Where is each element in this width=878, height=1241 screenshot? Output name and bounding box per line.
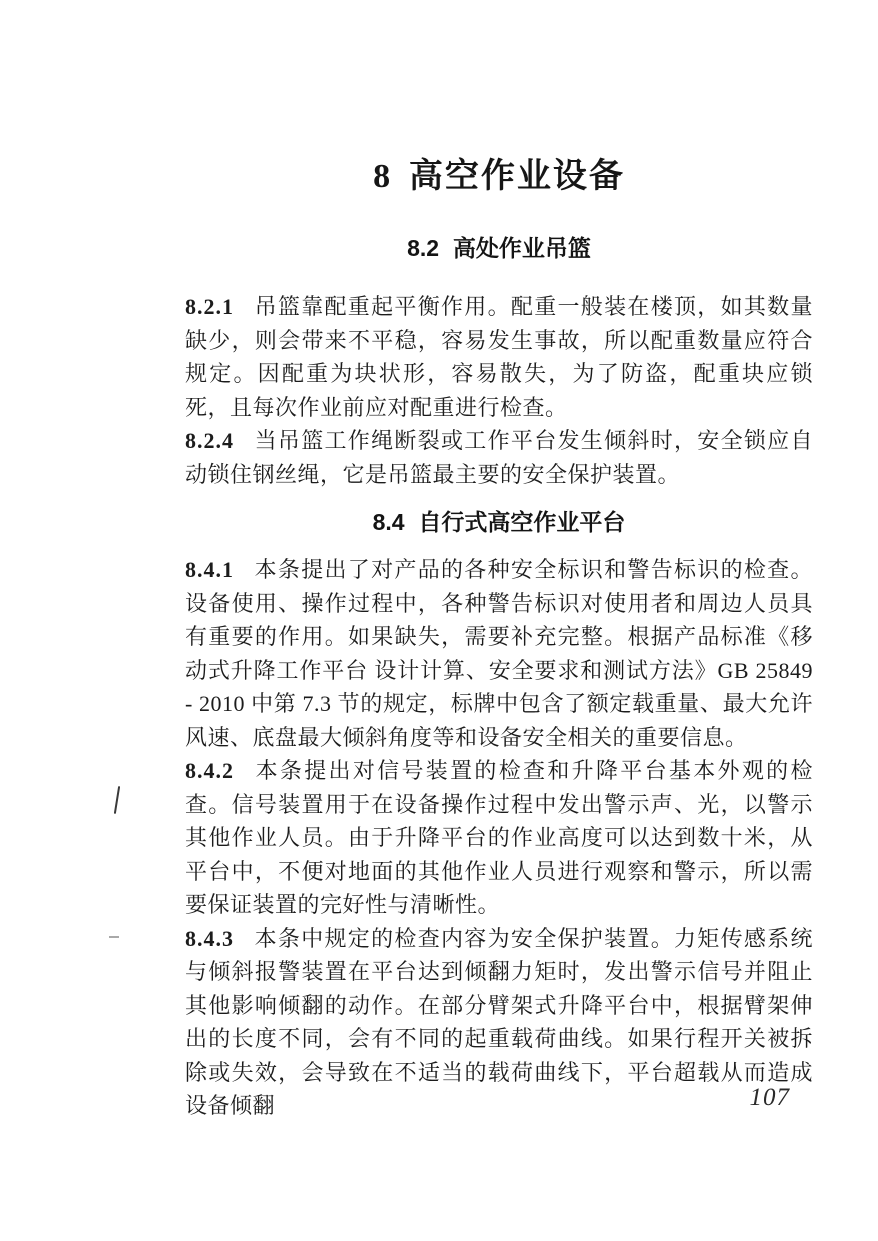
paragraph-text: 本条提出了对产品的各种安全标识和警告标识的检查。设备使用、操作过程中，各种警告标识对使用者和周边人员具有重要的作用。如果缺失，需要补充完整。根据产品标准《移动式升降工作平台 设计计算、安全要求和测试方法》GB 25849 - 2010 中第 7.3 节的规定，标牌中包含了额定载重量、最大允许风速、底盘最大倾斜角度等和设备安全相关的重要信息。 [185, 557, 813, 750]
section-number: 8.2 [407, 235, 440, 261]
paragraph-text: 本条提出对信号装置的检查和升降平台基本外观的检查。信号装置用于在设备操作过程中发出警示声、光，以警示其他作业人员。由于升降平台的作业高度可以达到数十米，从平台中，不便对地面的其他作业人员进行观察和警示，所以需要保证装置的完好性与清晰性。 [185, 758, 813, 917]
paragraph-8-4-2 [185, 754, 813, 922]
paragraph-number: 8.2.1 [185, 294, 234, 319]
margin-pen-mark [114, 786, 120, 814]
chapter-title [185, 0, 813, 198]
page-number: 107 [749, 1084, 790, 1111]
chapter-number: 8 [373, 158, 391, 195]
paragraph-text: 吊篮靠配重起平衡作用。配重一般装在楼顶，如其数量缺少，则会带来不平稳，容易发生事故，所以配重数量应符合规定。因配重为块状形，容易散失，为了防盗，配重块应锁死，且每次作业前应对配重进行检查。 [185, 294, 813, 420]
section-title-text: 高处作业吊篮 [452, 235, 591, 261]
chapter-name: 高空作业设备 [408, 158, 625, 195]
paragraph-text: 本条中规定的检查内容为安全保护装置。力矩传感系统与倾斜报警装置在平台达到倾翻力矩时，发出警示信号并阻止其他影响倾翻的动作。在部分臂架式升降平台中，根据臂架伸出的长度不同，会有不同的起重载荷曲线。如果行程开关被拆除或失效，会导致在不适当的载荷曲线下，平台超载从而造成设备倾翻 [185, 925, 813, 1118]
paragraph-8-2-1 [185, 290, 813, 424]
section-heading-8-4 [185, 508, 813, 536]
section-title-text: 自行式高空作业平台 [418, 509, 626, 535]
paragraph-text: 当吊篮工作绳断裂或工作平台发生倾斜时，安全锁应自动锁住钢丝绳，它是吊篮最主要的安全保护装置。 [185, 428, 813, 487]
section-heading-8-2 [185, 234, 813, 262]
paragraph-number: 8.4.2 [185, 758, 234, 783]
paragraph-8-4-3 [185, 922, 813, 1123]
paragraph-number: 8.4.1 [185, 557, 234, 582]
paragraph-number: 8.2.4 [185, 428, 234, 453]
paragraph-8-4-1 [185, 553, 813, 754]
margin-dash-mark [109, 936, 119, 938]
page-content [185, 0, 813, 1123]
paragraph-8-2-4 [185, 424, 813, 491]
paragraph-number: 8.4.3 [185, 925, 234, 951]
section-number: 8.4 [372, 509, 405, 535]
